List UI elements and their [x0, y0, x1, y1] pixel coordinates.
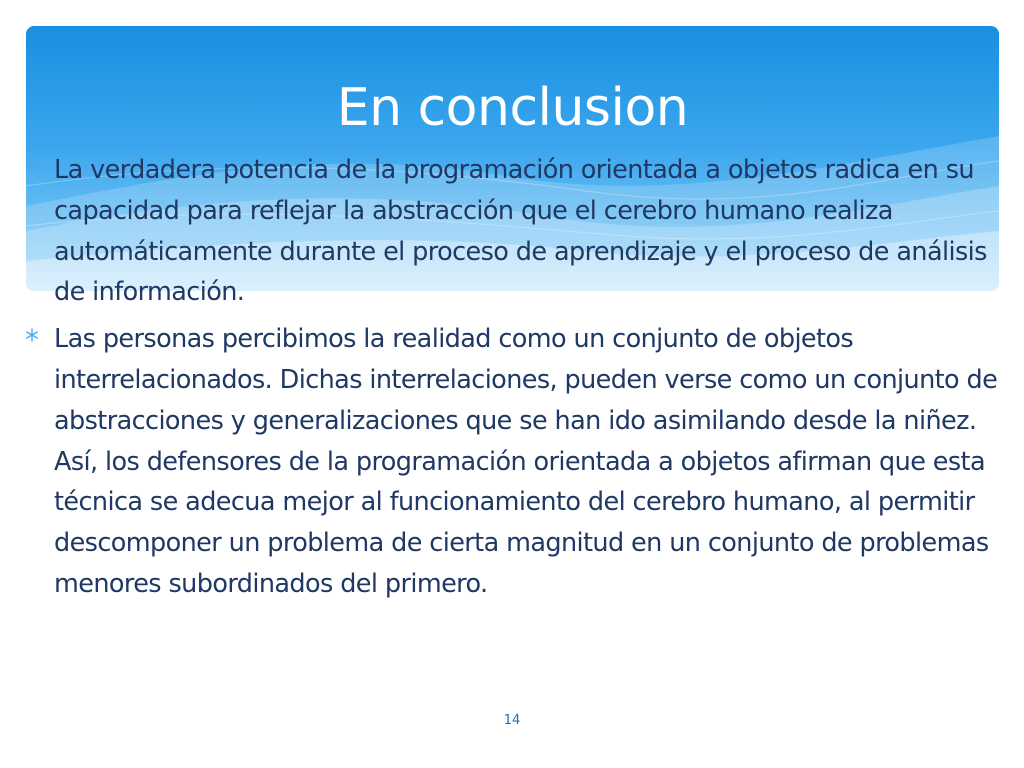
slide-title: En conclusion [336, 78, 689, 138]
asterisk-bullet-icon [24, 327, 40, 343]
bullet-text: Las personas percibimos la realidad como un conjunto de objetos interrelacionados. Dichas interrelaciones, pueden verse como un conjunto de abstracciones y generalizaciones que se han ido asimilando desde la niñez. Así, los defensores de la programación orientada a objetos afirman que esta técnica se adecua mejor al funcionamiento del cerebro humano, al permitir descomponer un problema de cierta magnitud en un conjunto de problemas menores subordinados del primero. [54, 324, 998, 599]
bullet-text: La verdadera potencia de la programación orientada a objetos radica en su capacidad para reflejar la abstracción que el cerebro humano realiza automáticamente durante el proceso de aprendizaje y el proceso de análisis de información. [54, 155, 987, 308]
bullet-list [24, 150, 999, 611]
page-number: 14 [503, 713, 521, 728]
bullet-item [24, 150, 999, 313]
bullet-item [24, 319, 999, 605]
asterisk-bullet-icon [24, 158, 40, 174]
